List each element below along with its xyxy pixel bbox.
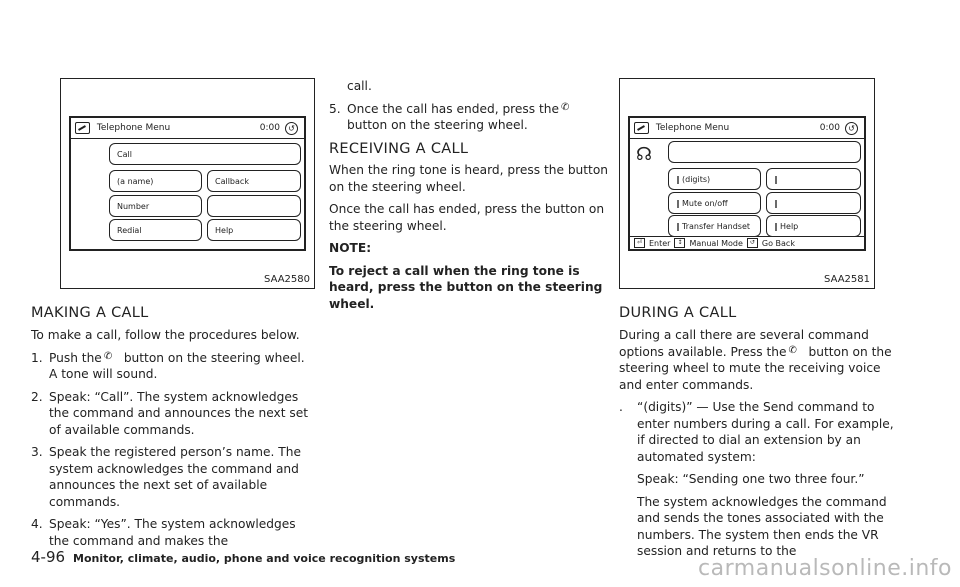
figure-during-call-menu	[619, 78, 875, 289]
input-field[interactable]	[668, 141, 861, 163]
signal-icon: ‖	[676, 174, 680, 184]
steering-talk-icon	[561, 102, 579, 114]
signal-icon: ‖	[774, 174, 778, 184]
call-timer: 0:00	[259, 123, 280, 133]
callback-button[interactable]: Callback	[207, 170, 301, 192]
paragraph: To make a call, follow the procedures below.	[31, 328, 300, 342]
blank-button[interactable]	[766, 192, 861, 214]
manual-mode-key-icon: ↕	[674, 238, 685, 248]
number-button[interactable]: Number	[109, 195, 202, 217]
figure-caption: SAA2581	[824, 274, 870, 285]
help-button[interactable]: Help	[207, 219, 301, 241]
back-icon[interactable]: ↺	[285, 122, 298, 135]
phone-icon	[75, 122, 90, 134]
steering-talk-icon	[104, 351, 122, 363]
step-4: 4. Speak: “Yes”. The system acknowledges the command and makes the	[31, 517, 296, 548]
step-2: 2. Speak: “Call”. The system acknowledges the command and announces the next set of available commands.	[31, 389, 309, 437]
signal-icon: ‖	[676, 221, 680, 231]
digits-button[interactable]: ‖ (digits)	[668, 168, 761, 190]
bullet-digits: . “(digits)” — Use the Send command to enter numbers during a call. For example, if directed to dial an extension by an automated system: Speak: “Sending one two three four.” The system acknowledges the command and sends the tones associated with the numbers. The system then ends the VR session and returns to the	[619, 399, 900, 560]
middle-column	[329, 78, 608, 140]
paragraph: Once the call has ended, press the button on the steering wheel.	[329, 202, 605, 233]
blank-button[interactable]	[766, 168, 861, 190]
screen-title: Telephone Menu	[655, 123, 730, 133]
voice-recognition-icon: ☊	[636, 144, 652, 165]
watermark: carmanualsonline.info	[698, 556, 952, 581]
screen-title: Telephone Menu	[96, 123, 171, 133]
signal-icon: ‖	[774, 198, 778, 208]
middle-column-body	[329, 162, 608, 318]
step-5: 5. Once the call has ended, press the✆button on the steering wheel.	[329, 101, 608, 134]
redial-button[interactable]: Redial	[109, 219, 202, 241]
paragraph: When the ring tone is heard, press the button on the steering wheel.	[329, 163, 609, 194]
paragraph: During a call there are several command options available. Press the✆ button on the steering wheel to mute the receiving voice and enter commands.	[619, 327, 900, 393]
section-heading-receiving-a-call: RECEIVING A CALL	[329, 141, 469, 157]
call-button[interactable]: Call	[109, 143, 301, 165]
mute-button[interactable]: ‖ Mute on/off	[668, 192, 761, 214]
enter-key-icon: ⏎	[634, 238, 645, 248]
section-heading-making-a-call: MAKING A CALL	[31, 305, 149, 321]
phone-icon	[634, 122, 649, 134]
left-column	[31, 327, 314, 555]
section-heading-during-a-call: DURING A CALL	[619, 305, 737, 321]
step-3: 3. Speak the registered person’s name. The system acknowledges the command and announces the next set of available commands.	[31, 445, 301, 509]
page-footer	[31, 548, 455, 566]
step-1: 1. Push the✆ button on the steering wheel. A tone will sound.	[31, 350, 314, 383]
back-icon[interactable]: ↺	[845, 122, 858, 135]
figure-caption: SAA2580	[264, 274, 310, 285]
screen-title-bar	[634, 122, 860, 136]
page-number: 4-96	[31, 548, 66, 566]
divider	[630, 138, 864, 139]
continuation-text: call.	[347, 79, 372, 93]
transfer-handset-button[interactable]: ‖ Transfer Handset	[668, 215, 761, 237]
during-call-screen	[628, 116, 866, 251]
speak-instruction: Speak: “Sending one two three four.”	[637, 472, 865, 486]
back-key-icon: ↺	[747, 238, 758, 248]
signal-icon: ‖	[774, 221, 778, 231]
right-column	[619, 327, 900, 566]
divider	[71, 138, 304, 139]
note-label: NOTE:	[329, 241, 372, 255]
hint-bar: ⏎ Enter ↕ Manual Mode ↺ Go Back	[630, 236, 864, 249]
telephone-menu-screen	[69, 116, 306, 251]
blank-button[interactable]	[207, 195, 301, 217]
signal-icon: ‖	[676, 198, 680, 208]
steering-talk-icon	[788, 345, 806, 357]
paragraph: The system acknowledges the command and sends the tones associated with the numbers. The system then ends the VR session and returns to the	[637, 494, 887, 558]
call-timer: 0:00	[819, 123, 840, 133]
a-name-button[interactable]: (a name)	[109, 170, 202, 192]
screen-title-bar	[75, 122, 300, 136]
figure-telephone-menu	[60, 78, 315, 289]
help-button[interactable]: ‖ Help	[766, 215, 861, 237]
section-title: Monitor, climate, audio, phone and voice recognition systems	[73, 552, 456, 565]
note-text: To reject a call when the ring tone is heard, press the button on the steering wheel.	[329, 263, 603, 311]
